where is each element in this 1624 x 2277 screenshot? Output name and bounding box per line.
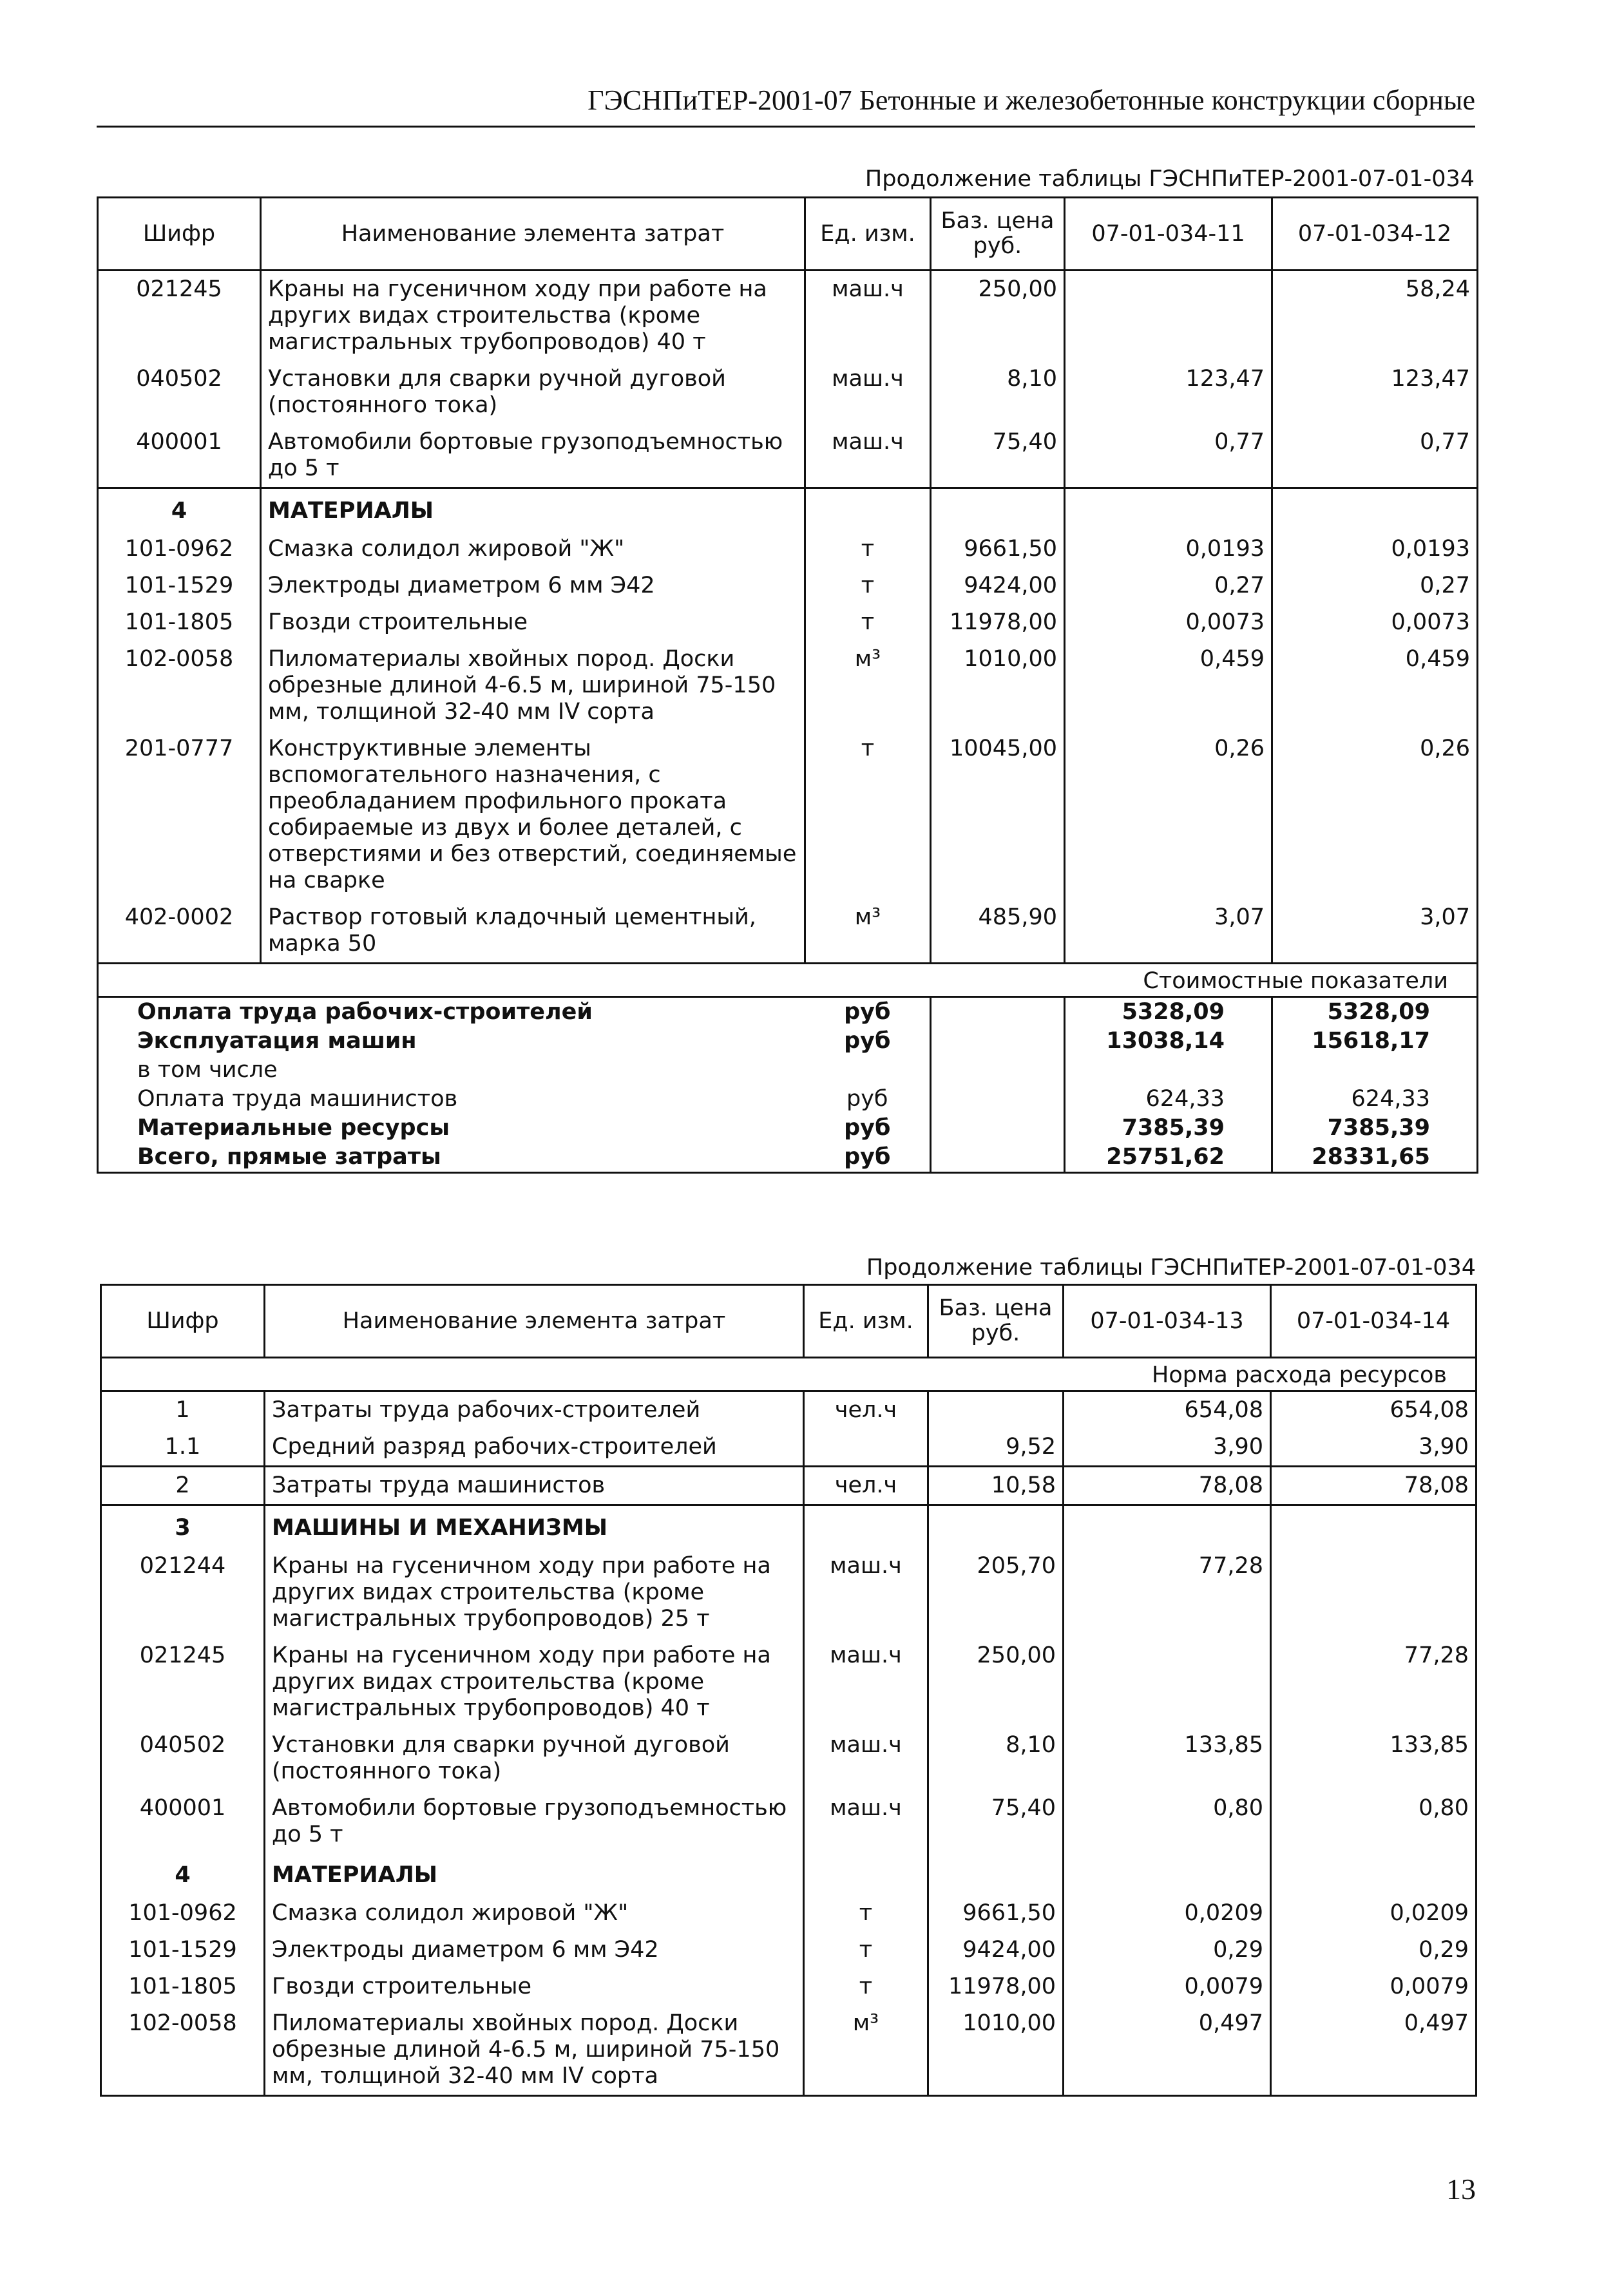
totals-row — [98, 1056, 1478, 1085]
row-value-a: 0,0193 — [1065, 531, 1272, 567]
table-row — [98, 424, 1478, 488]
row-value-b: 58,24 — [1405, 276, 1470, 302]
row-value-a — [1064, 1637, 1271, 1727]
row-price — [928, 1391, 1064, 1429]
row-name: Пиломатериалы хвойных пород. Доски обрезные длиной 4-6.5 м, шириной 75-150 мм, толщиной 32-40 мм IV сорта — [265, 2005, 804, 2096]
row-price: 11978,00 — [928, 1968, 1064, 2005]
row-price: 250,00 — [931, 271, 1065, 361]
totals-unit — [805, 1056, 931, 1085]
totals-value-b: 5328,09 — [1327, 999, 1430, 1025]
totals-value-a: 5328,09 — [1065, 997, 1272, 1027]
col-header-unit: Ед. изм. — [805, 198, 931, 271]
totals-value-a: 7385,39 — [1065, 1114, 1272, 1143]
totals-price-empty — [931, 1056, 1065, 1085]
row-price: 485,90 — [931, 899, 1065, 964]
row-unit: маш.ч — [804, 1548, 928, 1637]
row-value-a: 3,07 — [1065, 899, 1272, 964]
row-unit: т — [804, 1968, 928, 2005]
row-value-b — [1271, 1505, 1476, 1548]
row-value-a: 133,85 — [1064, 1727, 1271, 1790]
row-unit: т — [805, 604, 931, 641]
row-value-a: 0,459 — [1065, 641, 1272, 730]
row-price: 1010,00 — [931, 641, 1065, 730]
table2-continuation-caption: Продолжение таблицы ГЭСНПиТЕР-2001-07-01-034 — [866, 1255, 1476, 1281]
table2-header-row — [101, 1285, 1476, 1358]
row-name: Смазка солидол жировой "Ж" — [261, 531, 805, 567]
row-code: 101-0962 — [128, 1900, 237, 1926]
row-value-a: 3,90 — [1064, 1429, 1271, 1467]
row-value-b: 0,459 — [1405, 646, 1470, 672]
row-code: 1 — [175, 1397, 190, 1423]
row-price — [928, 1853, 1064, 1895]
col-header-a: 07-01-034-13 — [1064, 1285, 1271, 1358]
table-row — [101, 1391, 1476, 1429]
row-code: 101-1529 — [124, 573, 234, 598]
row-name: Смазка солидол жировой "Ж" — [265, 1895, 804, 1932]
table-row — [101, 1727, 1476, 1790]
row-code: 040502 — [136, 366, 222, 392]
table-row — [98, 604, 1478, 641]
row-unit: м³ — [804, 2005, 928, 2096]
row-value-a — [1065, 271, 1272, 361]
table-row — [98, 361, 1478, 424]
table-row — [101, 1790, 1476, 1853]
row-value-a — [1064, 1505, 1271, 1548]
row-unit: т — [804, 1895, 928, 1932]
table-row — [101, 1895, 1476, 1932]
row-value-b: 3,07 — [1420, 904, 1470, 930]
table2 — [100, 1284, 1477, 2097]
totals-label: Всего, прямые затраты — [137, 1144, 441, 1170]
table-row — [101, 1968, 1476, 2005]
totals-label: Эксплуатация машин — [137, 1028, 417, 1054]
row-value-b: 0,27 — [1420, 573, 1470, 598]
row-name: Пиломатериалы хвойных пород. Доски обрезные длиной 4-6.5 м, шириной 75-150 мм, толщиной 32-40 мм IV сорта — [261, 641, 805, 730]
row-value-a: 0,77 — [1065, 424, 1272, 488]
row-name: Краны на гусеничном ходу при работе на других видах строительства (кроме магистральных трубопроводов) 40 т — [261, 271, 805, 361]
row-code: 400001 — [136, 429, 222, 455]
row-code: 101-1529 — [128, 1937, 237, 1963]
row-price: 10,58 — [928, 1467, 1064, 1505]
row-value-b: 0,0079 — [1390, 1974, 1469, 1999]
col-header-price: Баз. цена руб. — [928, 1285, 1064, 1358]
row-value-b: 0,77 — [1420, 429, 1470, 455]
row-value-b — [1272, 488, 1478, 531]
row-value-a: 0,27 — [1065, 567, 1272, 604]
totals-value-a: 25751,62 — [1065, 1143, 1272, 1173]
row-name: Краны на гусеничном ходу при работе на других видах строительства (кроме магистральных трубопроводов) 40 т — [265, 1637, 804, 1727]
row-name: Раствор готовый кладочный цементный, марка 50 — [261, 899, 805, 964]
col-header-b: 07-01-034-12 — [1272, 198, 1478, 271]
table-row — [101, 1548, 1476, 1637]
row-code: 4 — [98, 488, 261, 531]
row-price: 9424,00 — [931, 567, 1065, 604]
row-value-a: 0,0079 — [1064, 1968, 1271, 2005]
row-value-b: 0,80 — [1419, 1795, 1469, 1821]
row-value-b: 0,29 — [1419, 1937, 1469, 1963]
totals-value-b: 15618,17 — [1312, 1028, 1430, 1054]
row-value-a: 0,80 — [1064, 1790, 1271, 1853]
row-value-a: 654,08 — [1064, 1391, 1271, 1429]
row-code: 400001 — [139, 1795, 226, 1821]
row-price: 75,40 — [928, 1790, 1064, 1853]
row-unit — [804, 1429, 928, 1467]
table-row — [98, 567, 1478, 604]
row-value-b: 77,28 — [1404, 1643, 1469, 1668]
row-price: 205,70 — [928, 1548, 1064, 1637]
totals-unit: руб — [805, 1114, 931, 1143]
totals-label: Материальные ресурсы — [137, 1115, 450, 1141]
table-row — [98, 641, 1478, 730]
row-code: 040502 — [139, 1732, 226, 1758]
row-price: 75,40 — [931, 424, 1065, 488]
band-row — [101, 1358, 1476, 1391]
table-row — [101, 1429, 1476, 1467]
row-price: 11978,00 — [931, 604, 1065, 641]
totals-value-b — [1272, 1056, 1478, 1085]
col-header-a: 07-01-034-11 — [1065, 198, 1272, 271]
row-value-b: 3,90 — [1419, 1434, 1469, 1460]
row-name: Конструктивные элементы вспомогательного назначения, с преобладанием профильного проката собираемые из двух и более деталей, с отверстиями и без отверстий, соединяемые на сварке — [261, 730, 805, 899]
col-header-unit: Ед. изм. — [804, 1285, 928, 1358]
totals-label: Оплата труда рабочих-строителей — [137, 999, 593, 1025]
row-code: 4 — [175, 1862, 191, 1888]
row-name: Средний разряд рабочих-строителей — [265, 1429, 804, 1467]
row-code: 021244 — [139, 1553, 226, 1579]
row-name: Затраты труда машинистов — [265, 1467, 804, 1505]
row-price: 1010,00 — [928, 2005, 1064, 2096]
table1 — [97, 196, 1478, 1174]
totals-row — [98, 997, 1478, 1027]
row-value-b: 78,08 — [1271, 1467, 1476, 1505]
totals-row — [98, 1114, 1478, 1143]
row-value-b: 0,0209 — [1390, 1900, 1469, 1926]
col-header-code: Шифр — [98, 198, 261, 271]
totals-label: в том числе — [137, 1057, 278, 1083]
row-value-b: 133,85 — [1390, 1732, 1469, 1758]
row-name: Автомобили бортовые грузоподъемностью до 5 т — [265, 1790, 804, 1853]
row-value-b: 654,08 — [1390, 1397, 1469, 1423]
band-row — [98, 964, 1478, 997]
row-unit: т — [804, 1932, 928, 1968]
row-unit: маш.ч — [805, 271, 931, 361]
row-unit: т — [805, 730, 931, 899]
row-code: 102-0058 — [124, 646, 234, 672]
row-value-a — [1065, 488, 1272, 531]
row-value-b: 0,0073 — [1391, 609, 1470, 635]
row-price — [931, 488, 1065, 531]
row-unit — [804, 1853, 928, 1895]
row-unit: чел.ч — [804, 1467, 928, 1505]
row-name: Электроды диаметром 6 мм Э42 — [265, 1932, 804, 1968]
row-name: Автомобили бортовые грузоподъемностью до 5 т — [261, 424, 805, 488]
header-title: ГЭСНПиТЕР-2001-07 Бетонные и железобетонные конструкции сборные — [588, 84, 1475, 116]
section-row — [101, 1505, 1476, 1548]
row-price: 9661,50 — [928, 1895, 1064, 1932]
running-header — [97, 76, 1475, 128]
totals-value-a: 624,33 — [1065, 1085, 1272, 1114]
totals-value-b: 624,33 — [1351, 1086, 1430, 1112]
totals-price-empty — [931, 1027, 1065, 1056]
totals-unit: руб — [805, 1143, 931, 1173]
totals-row — [98, 1143, 1478, 1173]
row-unit: т — [805, 567, 931, 604]
row-value-a: 0,26 — [1065, 730, 1272, 899]
totals-price-empty — [931, 1085, 1065, 1114]
row-unit: чел.ч — [804, 1391, 928, 1429]
row-value-a: 77,28 — [1064, 1548, 1271, 1637]
col-header-price: Баз. цена руб. — [931, 198, 1065, 271]
row-name: Затраты труда рабочих-строителей — [265, 1391, 804, 1429]
table-row — [101, 1637, 1476, 1727]
row-name: МАШИНЫ И МЕХАНИЗМЫ — [265, 1505, 804, 1548]
row-value-b: 123,47 — [1391, 366, 1470, 392]
row-code: 021245 — [136, 276, 222, 302]
row-name: Гвозди строительные — [261, 604, 805, 641]
totals-value-b: 7385,39 — [1327, 1115, 1430, 1141]
row-name: Краны на гусеничном ходу при работе на других видах строительства (кроме магистральных трубопроводов) 25 т — [265, 1548, 804, 1637]
table-row — [101, 2005, 1476, 2096]
row-unit: м³ — [805, 899, 931, 964]
table1-header-row — [98, 198, 1478, 271]
section-row — [98, 488, 1478, 531]
row-price: 8,10 — [931, 361, 1065, 424]
row-name: Электроды диаметром 6 мм Э42 — [261, 567, 805, 604]
totals-label: Оплата труда машинистов — [137, 1086, 458, 1112]
row-value-b: 0,497 — [1404, 2010, 1469, 2036]
row-value-b — [1271, 1853, 1476, 1895]
row-unit: маш.ч — [805, 361, 931, 424]
table-row — [98, 899, 1478, 964]
row-unit — [805, 488, 931, 531]
row-code: 021245 — [139, 1643, 226, 1668]
row-code: 3 — [101, 1505, 265, 1548]
row-name: Установки для сварки ручной дуговой (постоянного тока) — [261, 361, 805, 424]
row-code: 2 — [101, 1467, 265, 1505]
row-code: 102-0058 — [128, 2010, 237, 2036]
row-price: 250,00 — [928, 1637, 1064, 1727]
table-row — [98, 531, 1478, 567]
totals-row — [98, 1027, 1478, 1056]
totals-unit: руб — [805, 1085, 931, 1114]
row-name: МАТЕРИАЛЫ — [261, 488, 805, 531]
row-value-a: 0,29 — [1064, 1932, 1271, 1968]
row-code: 402-0002 — [124, 904, 234, 930]
row-code: 101-0962 — [124, 536, 234, 562]
row-price: 9424,00 — [928, 1932, 1064, 1968]
row-unit: маш.ч — [804, 1637, 928, 1727]
totals-price-empty — [931, 997, 1065, 1027]
totals-value-a: 13038,14 — [1065, 1027, 1272, 1056]
row-name: Установки для сварки ручной дуговой (постоянного тока) — [265, 1727, 804, 1790]
section-row — [101, 1853, 1476, 1895]
col-header-code: Шифр — [101, 1285, 265, 1358]
totals-price-empty — [931, 1143, 1065, 1173]
row-price: 10045,00 — [931, 730, 1065, 899]
totals-value-a — [1065, 1056, 1272, 1085]
row-code: 101-1805 — [124, 609, 234, 635]
table1-continuation-caption: Продолжение таблицы ГЭСНПиТЕР-2001-07-01-034 — [865, 166, 1475, 192]
row-code: 201-0777 — [124, 736, 234, 761]
row-value-a: 0,497 — [1064, 2005, 1271, 2096]
row-value-a: 78,08 — [1064, 1467, 1271, 1505]
col-header-name: Наименование элемента затрат — [261, 198, 805, 271]
row-unit: маш.ч — [805, 424, 931, 488]
row-price — [928, 1505, 1064, 1548]
row-unit: м³ — [805, 641, 931, 730]
row-value-a: 0,0209 — [1064, 1895, 1271, 1932]
totals-value-b: 28331,65 — [1312, 1144, 1430, 1170]
col-header-b: 07-01-034-14 — [1271, 1285, 1476, 1358]
page-number: 13 — [1446, 2173, 1476, 2206]
row-code: 1.1 — [164, 1434, 201, 1460]
row-value-b: 0,0193 — [1391, 536, 1470, 562]
row-value-a — [1064, 1853, 1271, 1895]
row-unit: маш.ч — [804, 1727, 928, 1790]
row-value-a: 0,0073 — [1065, 604, 1272, 641]
row-value-b: 0,26 — [1420, 736, 1470, 761]
table-row — [101, 1467, 1476, 1505]
table-row — [98, 730, 1478, 899]
row-price: 9,52 — [928, 1429, 1064, 1467]
row-unit — [804, 1505, 928, 1548]
totals-unit: руб — [805, 1027, 931, 1056]
row-price: 8,10 — [928, 1727, 1064, 1790]
row-code: 101-1805 — [128, 1974, 237, 1999]
row-name: МАТЕРИАЛЫ — [265, 1853, 804, 1895]
totals-price-empty — [931, 1114, 1065, 1143]
row-value-a: 123,47 — [1065, 361, 1272, 424]
band-label: Стоимостные показатели — [98, 964, 1478, 997]
band-label: Норма расхода ресурсов — [101, 1358, 1476, 1391]
header-rule — [97, 126, 1475, 128]
totals-row — [98, 1085, 1478, 1114]
row-value-b — [1271, 1548, 1476, 1637]
table-row — [101, 1932, 1476, 1968]
row-name: Гвозди строительные — [265, 1968, 804, 2005]
table-row — [98, 271, 1478, 361]
col-header-name: Наименование элемента затрат — [265, 1285, 804, 1358]
row-unit: т — [805, 531, 931, 567]
row-price: 9661,50 — [931, 531, 1065, 567]
row-unit: маш.ч — [804, 1790, 928, 1853]
totals-unit: руб — [805, 997, 931, 1027]
